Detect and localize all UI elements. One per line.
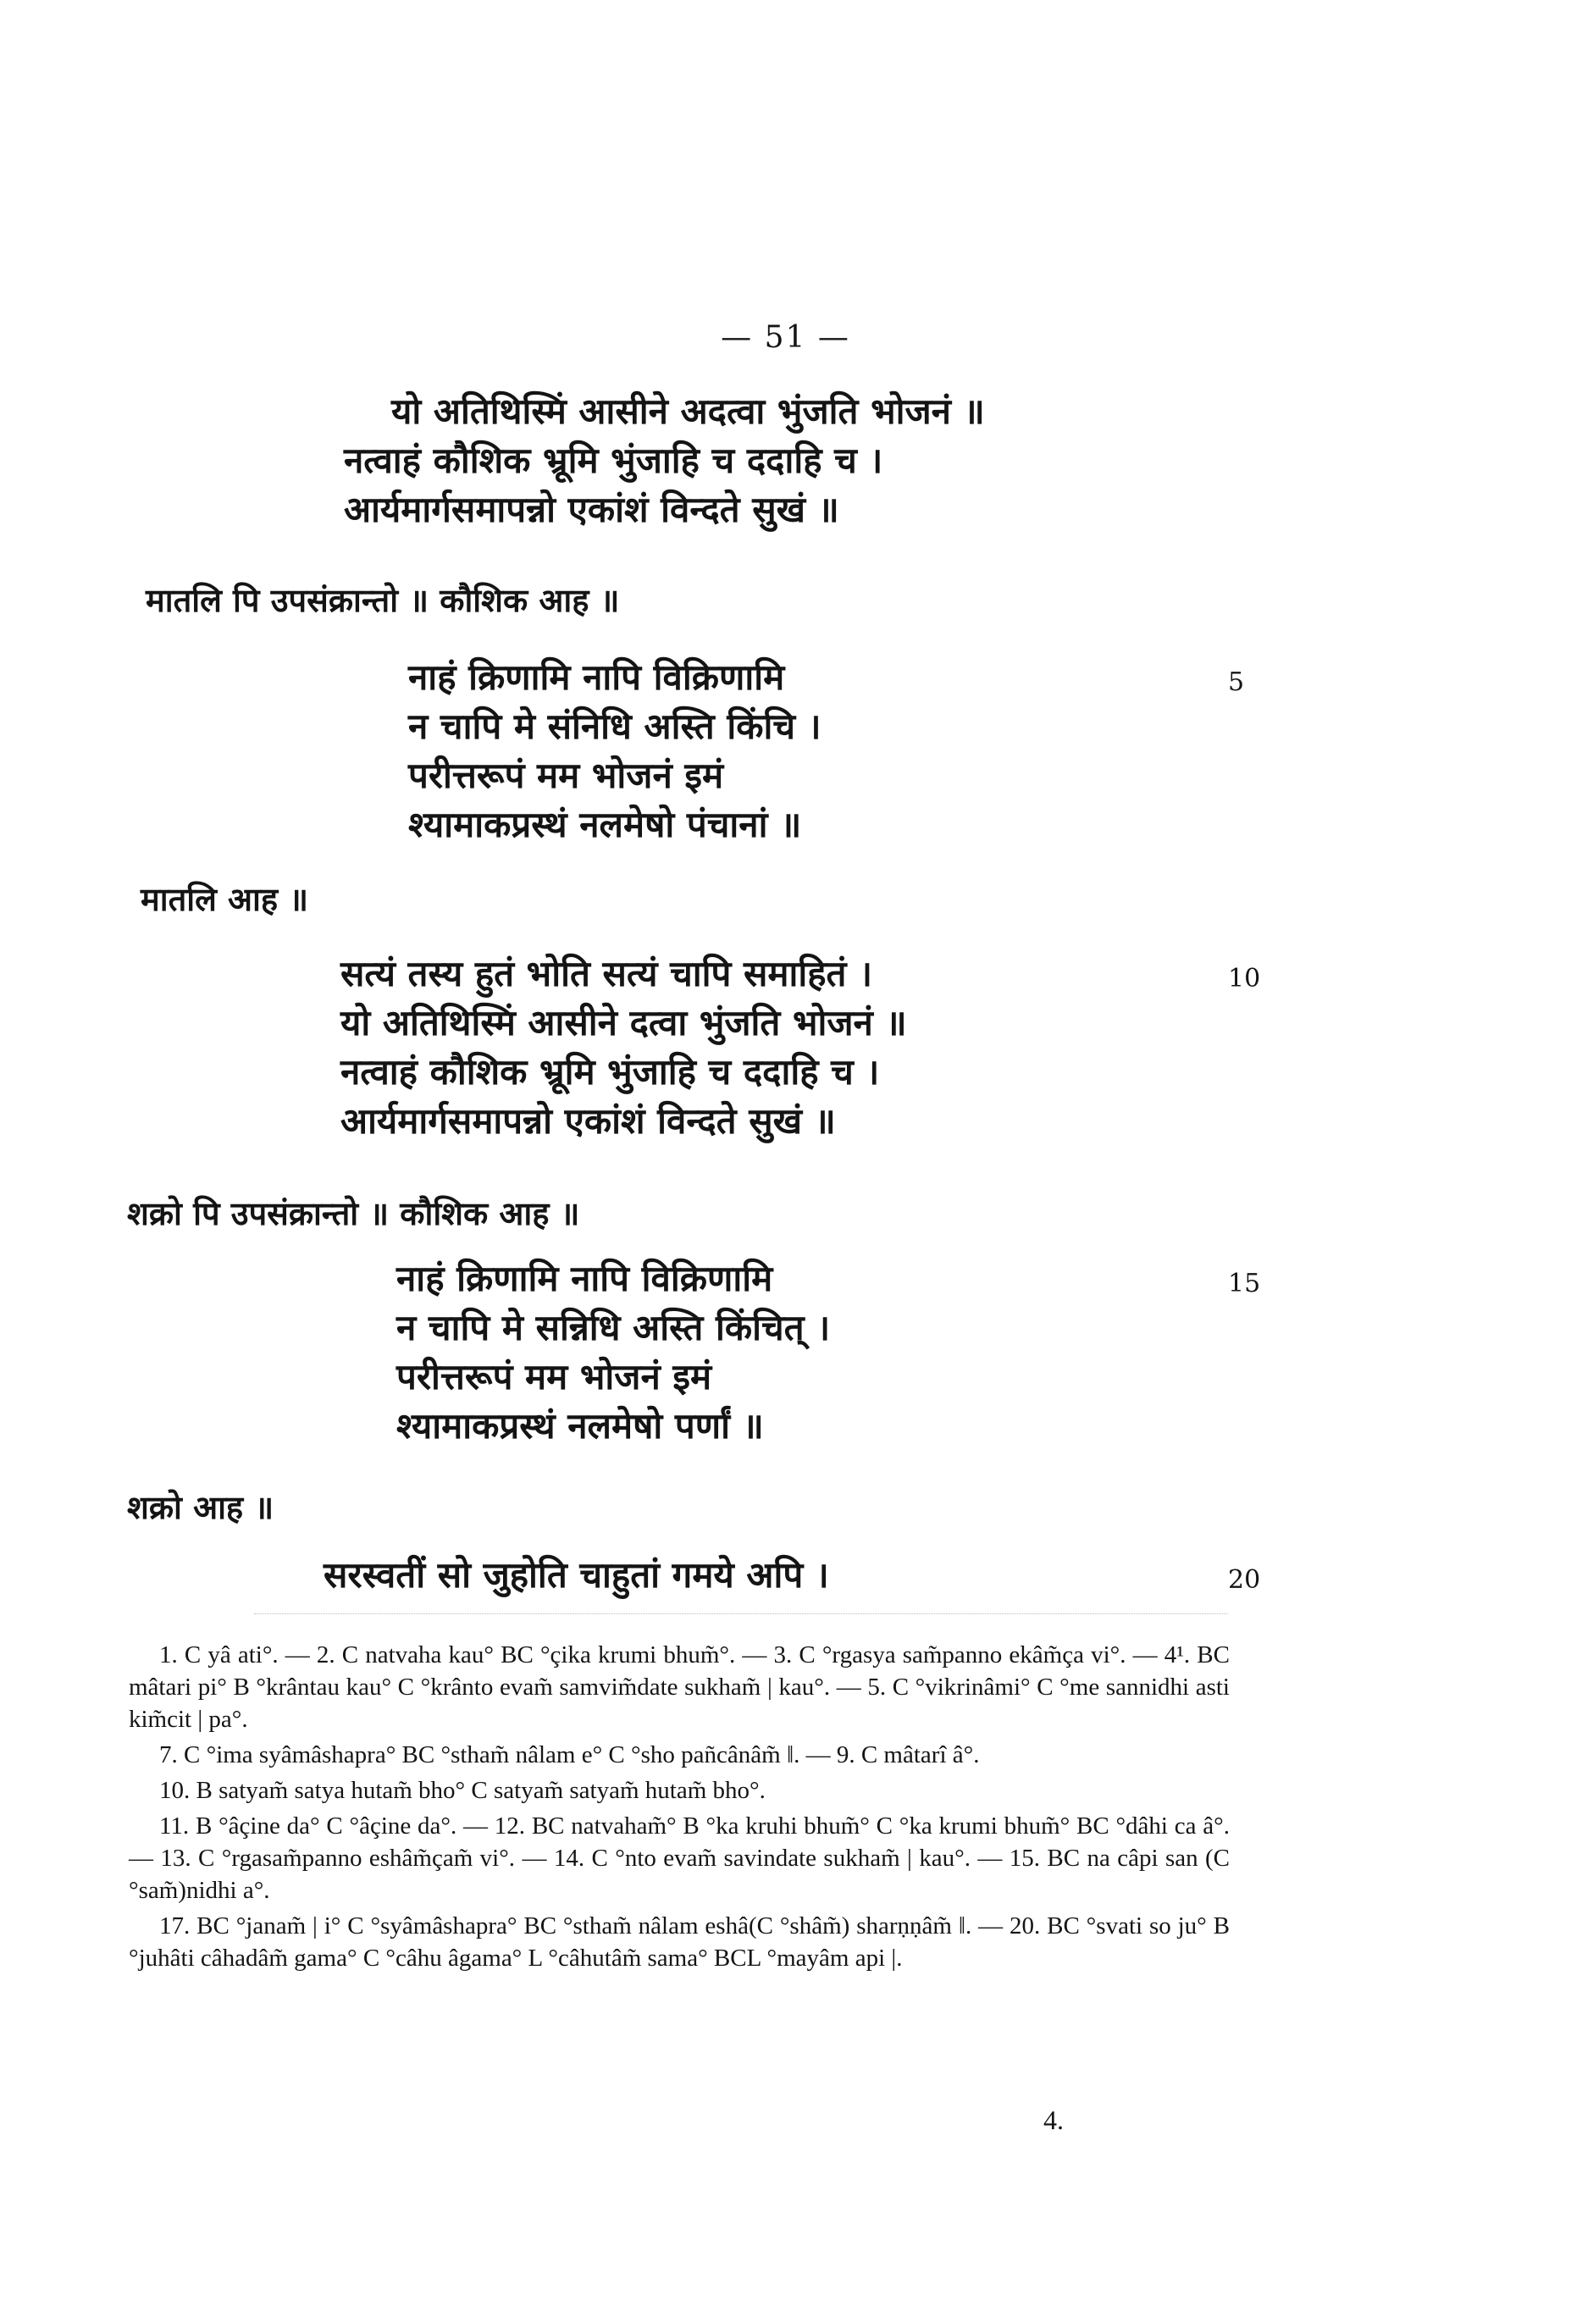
line-number: 15 (1228, 1269, 1261, 1298)
line-number: 20 (1228, 1565, 1261, 1595)
footnote: 17. BC °janam̃ | i° C °syâmâshapra° BC °stham̃ nâlam eshâ(C °shâm̃) sharṇṇâm̃ ‖. — 20. BC °svati so ju° B °juhâti câhadâm̃ gama° C °câhu âgama° L °câhutâm̃ sama° BCL °mayâm api |. (129, 1912, 1230, 1972)
line-number: 5 (1228, 667, 1245, 697)
verse-line: नाहं क्रिणामि नापि विक्रिणामि (408, 656, 785, 698)
footnote-divider (254, 1613, 1228, 1614)
verse-line: न चापि मे संनिधि अस्ति किंचि । (408, 706, 821, 747)
footnote: 11. B °âçine da° C °âçine da°. — 12. BC natvaham̃° B °ka kruhi bhum̃° C °ka krumi bhum̃° BC °dâhi ca â°. — 13. C °rgasam̃panno eshâm̃çam̃ vi°. — 14. C °nto evam̃ savindate sukham̃ | kau°. — 15. BC na câpi san (C °sam̃)nidhi a°. (129, 1812, 1230, 1904)
verse-line: न चापि मे सन्निधि अस्ति किंचित् । (396, 1307, 831, 1348)
verse-line: सत्यं तस्य हुतं भोति सत्यं चापि समाहितं । (340, 953, 873, 994)
verse-line: आर्यमार्गसमापन्नो एकांशं विन्दते सुखं ॥ (340, 1100, 836, 1142)
verse-line: परीत्तरूपं मम भोजनं इमं (408, 755, 724, 796)
verse-line: श्यामाकप्रस्थं नलमेषो पंचानां ॥ (408, 804, 802, 845)
verse-line: श्यामाकप्रस्थं नलमेषो पर्णां ॥ (396, 1405, 764, 1447)
footnote: 1. C yâ ati°. — 2. C natvaha kau° BC °çika krumi bhum̃°. — 3. C °rgasya sam̃panno ekâm̃ça vi°. — 4¹. BC mâtari pi° B °krântau kau° C °krânto evam̃ samvim̃date sukham̃ | kau°. — 5. C °vikrinâmi° C °me sannidhi asti kim̃cit | pa°. (129, 1641, 1230, 1733)
prose-line: मातलि पि उपसंक्रान्तो ॥ कौशिक आह ॥ (146, 582, 620, 619)
verse-line: नाहं क्रिणामि नापि विक्रिणामि (396, 1258, 773, 1299)
footnote: 10. B satyam̃ satya hutam̃ bho° C satyam̃ satyam̃ hutam̃ bho°. (159, 1777, 766, 1804)
line-number: 10 (1228, 964, 1261, 993)
verse-line: परीत्तरूपं मम भोजनं इमं (396, 1356, 712, 1397)
verse-line: यो अतिथिस्मिं आसीने अदत्वा भुंजति भोजनं ॥ (391, 390, 985, 432)
footnotes (129, 1639, 1230, 1978)
prose-line: शक्रो पि उपसंक्रान्तो ॥ कौशिक आह ॥ (127, 1195, 580, 1232)
prose-line: शक्रो आह ॥ (127, 1489, 274, 1526)
verse-line: नत्वाहं कौशिक भ्रूमि भुंजाहि च ददाहि च । (344, 440, 883, 481)
prose-line: मातलि आह ॥ (141, 881, 309, 918)
signature-mark: 4. (1043, 2105, 1064, 2135)
verse-line: नत्वाहं कौशिक भ्रूमि भुंजाहि च ददाहि च । (340, 1051, 880, 1093)
verse-line: सरस्वतीं सो जुहोति चाहुतां गमये अपि । (324, 1554, 829, 1596)
footnote: 7. C °ima syâmâshapra° BC °stham̃ nâlam e° C °sho pañcânâm̃ ‖. — 9. C mâtarî â°. (159, 1741, 980, 1768)
verse-line: आर्यमार्गसमापन्नो एकांशं विन्दते सुखं ॥ (344, 489, 839, 530)
page-number: — 51 — (721, 320, 850, 355)
verse-line: यो अतिथिस्मिं आसीने दत्वा भुंजति भोजनं ॥ (340, 1002, 907, 1043)
